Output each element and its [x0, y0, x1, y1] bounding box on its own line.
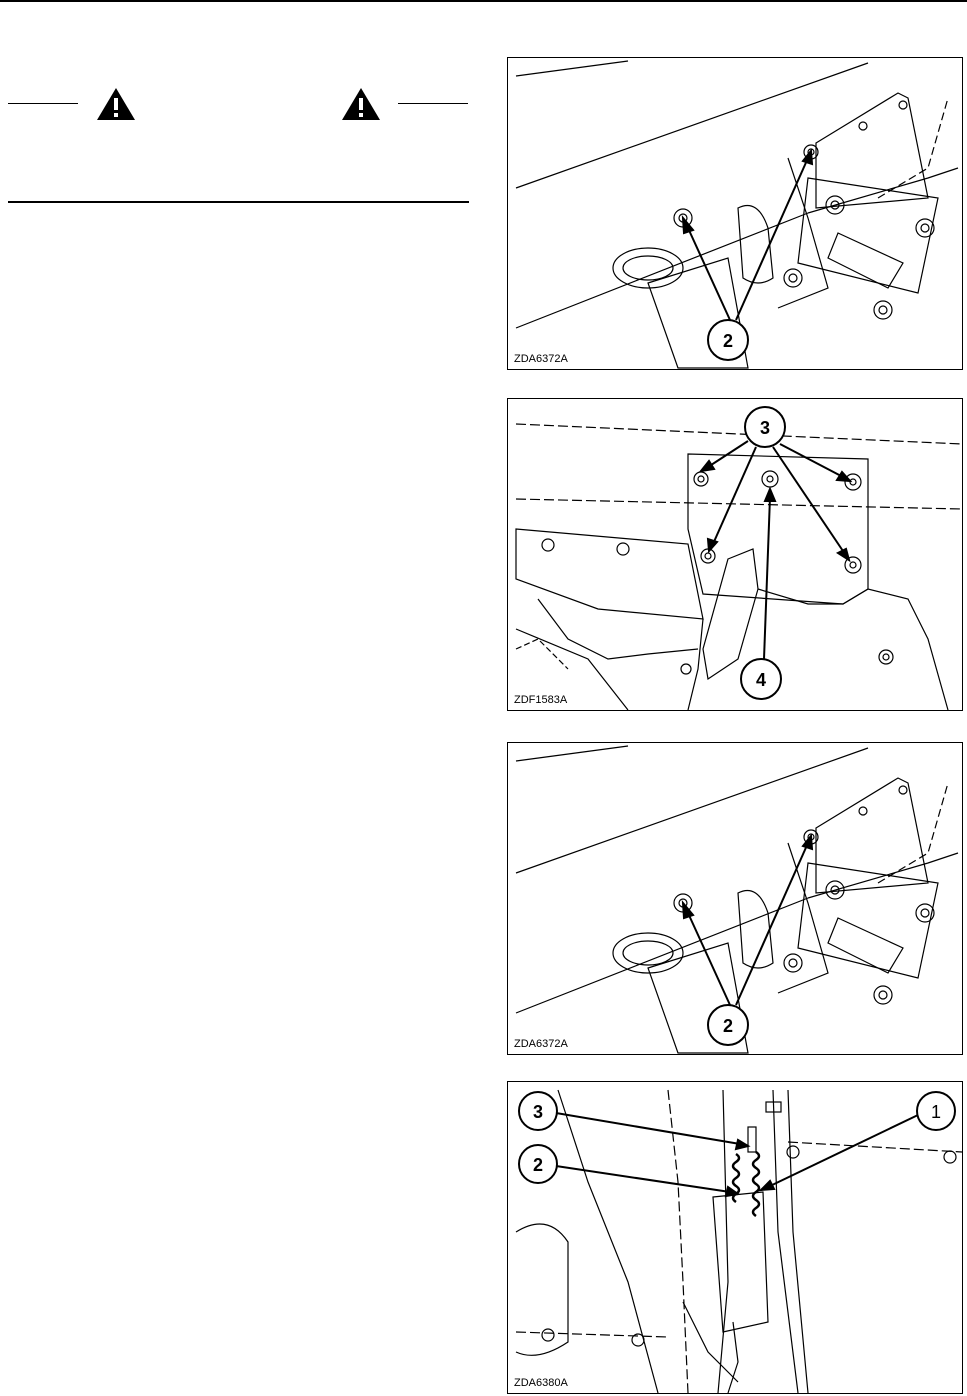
warning-left-line [8, 103, 78, 104]
figure-3-illustration [508, 743, 962, 1054]
figure-1-callout: 2 [722, 331, 734, 351]
figure-code: ZDA6372A [514, 353, 568, 365]
page-top-rule [0, 0, 967, 2]
figure-4-callout: 3 [532, 1102, 544, 1122]
figure-4 [507, 1081, 963, 1394]
warning-triangle-icon [96, 87, 136, 121]
figure-3-callout: 2 [722, 1016, 734, 1036]
figure-4-callout: 1 [930, 1102, 942, 1122]
warning-triangle-icon [341, 87, 381, 121]
figure-2-illustration [508, 399, 962, 710]
figure-1 [507, 57, 963, 370]
figure-4-callout: 2 [532, 1155, 544, 1175]
warning-right-line [398, 103, 468, 104]
figure-4-illustration [508, 1082, 962, 1393]
figure-code: ZDF1583A [514, 694, 568, 706]
figure-3 [507, 742, 963, 1055]
figure-code: ZDA6372A [514, 1038, 568, 1050]
figure-2-callout: 4 [755, 670, 767, 690]
figure-2 [507, 398, 963, 711]
figure-code: ZDA6380A [514, 1377, 568, 1389]
figure-1-illustration [508, 58, 962, 369]
figure-2-callout: 3 [759, 418, 771, 438]
warning-bottom-rule [8, 201, 469, 203]
